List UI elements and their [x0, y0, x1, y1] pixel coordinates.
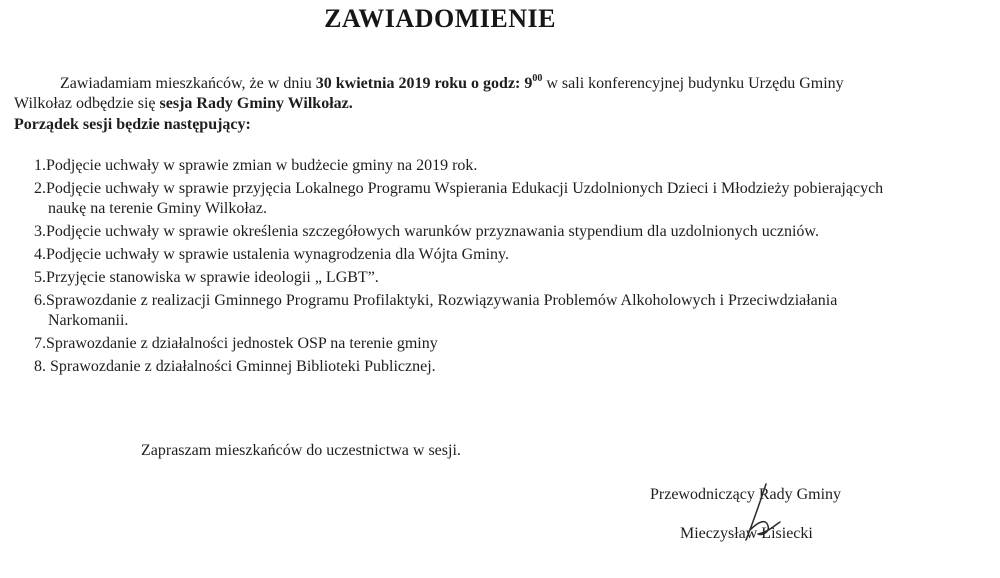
intro-lead: Zawiadamiam mieszkańców, że w dniu — [60, 75, 316, 92]
agenda-item — [34, 357, 984, 377]
agenda-item-continuation: Narkomanii. — [48, 312, 129, 329]
agenda-list — [34, 156, 984, 380]
agenda-item — [34, 334, 984, 354]
signatory-role: Przewodniczący Rady Gminy — [650, 486, 842, 503]
agenda-item — [34, 268, 984, 288]
intro-place: w sali konferencyjnej budynku Urzędu Gminy — [542, 75, 844, 92]
agenda-item — [34, 179, 984, 219]
agenda-item-continuation: naukę na terenie Gminy Wilkołaz. — [48, 200, 267, 217]
agenda-item-text: 2.Podjęcie uchwały w sprawie przyjęcia Lokalnego Programu Wspierania Edukacji Uzdolnionych Dzieci i Młodzieży pobierających — [34, 180, 884, 197]
intro-line2-prefix: Wilkołaz odbędzie się — [14, 95, 160, 112]
agenda-item-text: 6.Sprawozdanie z realizacji Gminnego Programu Profilaktyki, Rozwiązywania Problemów Alkoholowych i Przeciwdziałania — [34, 292, 838, 309]
agenda-item-text: 1.Podjęcie uchwały w sprawie zmian w budżecie gminy na 2019 rok. — [34, 157, 478, 174]
handwritten-signature — [728, 476, 788, 556]
intro-line-1 — [14, 74, 974, 94]
agenda-item-text: 7.Sprawozdanie z działalności jednostek OSP na terenie gminy — [34, 335, 438, 352]
intro-paragraph — [14, 74, 974, 114]
agenda-item-text: 5.Przyjęcie stanowiska w sprawie ideologii „ LGBT”. — [34, 269, 379, 286]
agenda-item-text: 3.Podjęcie uchwały w sprawie określenia szczegółowych warunków przyznawania stypendium dla uzdolnionych uczniów. — [34, 223, 819, 240]
signatory-name: Mieczysław Lisiecki — [680, 525, 813, 542]
agenda-item — [34, 222, 984, 242]
intro-line-2 — [14, 94, 974, 114]
intro-hour: 9 — [524, 75, 533, 92]
agenda-item — [34, 245, 984, 265]
agenda-item — [34, 156, 984, 176]
session-name: sesja Rady Gminy Wilkołaz. — [159, 95, 353, 112]
agenda-item-text: 8. Sprawozdanie z działalności Gminnej Biblioteki Publicznej. — [34, 358, 436, 375]
intro-date: kwietnia 2019 roku o godz: — [335, 75, 521, 92]
intro-day: 30 — [315, 75, 332, 92]
agenda-item-text: 4.Podjęcie uchwały w sprawie ustalenia wynagrodzenia dla Wójta Gminy. — [34, 246, 509, 263]
document-title: ZAWIADOMIENIE — [324, 4, 556, 33]
invitation-text: Zapraszam mieszkańców do uczestnictwa w sesji. — [141, 442, 461, 459]
agenda-heading: Porządek sesji będzie następujący: — [14, 116, 251, 133]
agenda-item — [34, 291, 984, 331]
intro-minutes: 00 — [532, 73, 543, 84]
